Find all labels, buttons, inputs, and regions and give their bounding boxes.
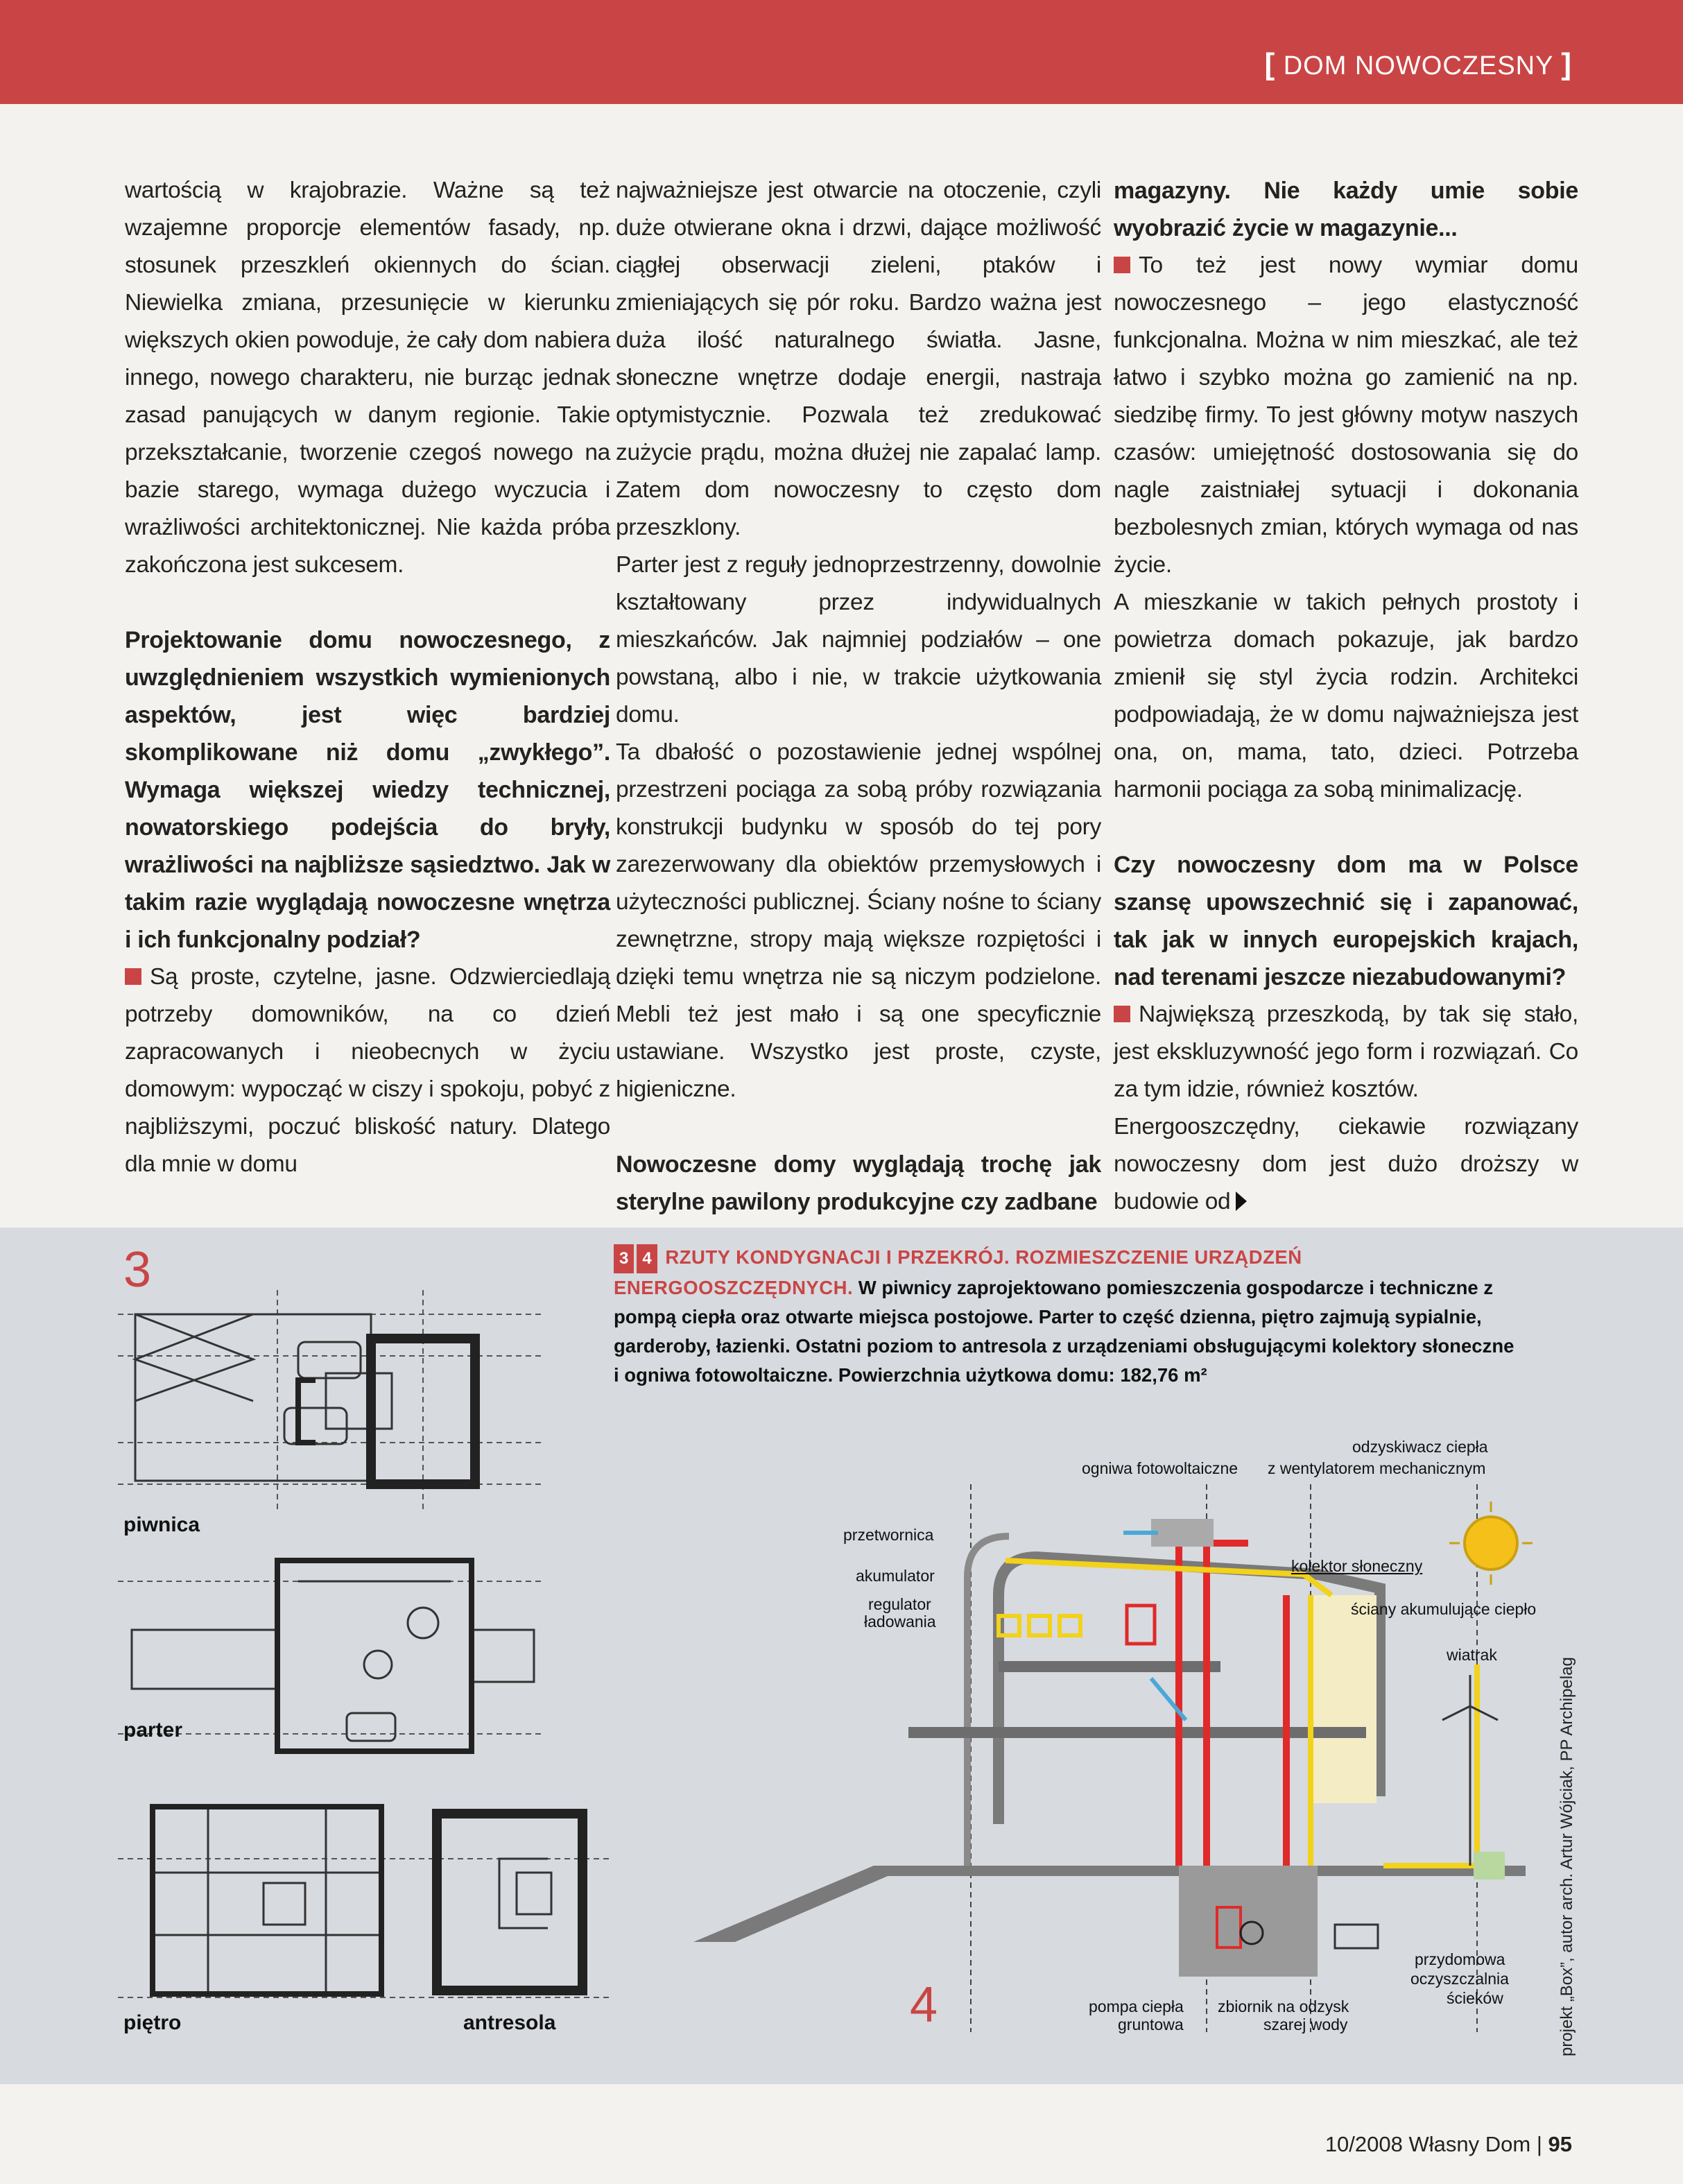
paragraph: Energooszczędny, ciekawie rozwiązany nowoczesny dom jest dużo droższy w budowie od xyxy=(1114,1114,1578,1214)
label-wiatrak: wiatrak xyxy=(1447,1646,1497,1664)
label-oczyszczalnia-1: przydomowa xyxy=(1415,1950,1505,1968)
figure-number-3: 3 xyxy=(123,1242,152,1298)
page-number: 95 xyxy=(1548,2132,1572,2156)
figure-number-4: 4 xyxy=(910,1977,938,2033)
label-regulator-1: regulator xyxy=(868,1595,931,1613)
interview-question: Projektowanie domu nowoczesnego, z uwzględnieniem wszystkich wymienionych aspektów, jest więc bardziej skomplikowane niż domu „zwykłego”. Wymaga większej wiedzy technicznej, nowatorskiego podejścia do bryły, wrażliwości na najbliższe sąsiedztwo. Jak w takim razie wyglądają nowoczesne wnętrza i ich funkcjonalny podział? xyxy=(125,627,610,953)
interview-answer: Są proste, czytelne, jasne. Odzwierciedlają potrzeby domowników, na co dzień zapracowanych i nieobecnych w życiu domowym: wypocząć w ciszy i spokoju, pobyć z najbliższymi, poczuć bliskość natury. Dlatego dla mnie w domu xyxy=(125,964,610,1177)
label-zbiornik-1: zbiornik na odzysk xyxy=(1218,1997,1349,2015)
label-pompa-1: pompa ciepła xyxy=(1089,1997,1184,2015)
caption-badge-3: 3 xyxy=(614,1244,634,1273)
label-zbiornik-2: szarej wody xyxy=(1263,2015,1348,2033)
paragraph: Parter jest z reguły jednoprzestrzenny, dowolnie kształtowany przez indywidualnych mieszkańców. Jak najmniej podziałów – one powstaną, albo i nie, w trakcie użytkowania domu. xyxy=(616,552,1101,728)
label-akumulator: akumulator xyxy=(856,1567,935,1585)
label-pompa-2: gruntowa xyxy=(1118,2015,1184,2033)
label-odzysk-2: z wentylatorem mechanicznym xyxy=(1268,1459,1486,1477)
label-odzysk-1: odzyskiwacz ciepła xyxy=(1352,1438,1488,1456)
interview-question: Nowoczesne domy wyglądają trochę jak sterylne pawilony produkcyjne czy zadbane xyxy=(616,1151,1101,1215)
paragraph: wartością w krajobrazie. Ważne są też wzajemne proporcje elementów fasady, np. stosunek przeszkleń okiennych do ścian. Niewielka zmiana, przesunięcie w kierunku większych okien powoduje, że cały dom nabiera innego, nowego charakteru, nie burząc jednak zasad panujących w danym regionie. Takie przekształcanie, tworzenie czegoś nowego na bazie starego, wymaga dużego wyczucia i wrażliwości architektonicznej. Nie każda próba zakończona jest sukcesem. xyxy=(125,178,610,578)
page-footer xyxy=(1325,2132,1572,2157)
interview-answer: Największą przeszkodą, by tak się stało, jest ekskluzywność jego form i rozwiązań. Co za tym idzie, również kosztów. xyxy=(1114,1001,1578,1102)
caption-heading: RZUTY KONDYGNACJI I PRZEKRÓJ. ROZMIESZCZENIE URZĄDZEŃ ENERGOOSZCZĘDNYCH. xyxy=(614,1246,1302,1298)
plan-label-antresola: antresola xyxy=(463,2011,556,2034)
label-przetwornica: przetwornica xyxy=(843,1526,934,1544)
paragraph: A mieszkanie w takich pełnych prostoty i powietrza domach pokazuje, jak bardzo zmienił się styl życia rodzin. Architekci podpowiadają, że w domu najważniejsza jest ona, on, mama, tato, dzieci. Potrzeba harmonii pociąga za sobą minimalizację. xyxy=(1114,590,1578,802)
plan-label-piwnica: piwnica xyxy=(123,1513,200,1536)
plan-label-pietro: piętro xyxy=(123,2011,182,2034)
label-oczyszczalnia-2: oczyszczalnia xyxy=(1410,1970,1509,1988)
label-sciany: ściany akumulujące ciepło xyxy=(1351,1600,1537,1618)
label-kolektor: kolektor słoneczny xyxy=(1291,1557,1423,1575)
caption-badge-4: 4 xyxy=(637,1244,657,1273)
interview-question: Czy nowoczesny dom ma w Polsce szansę upowszechnić się i zapanować, tak jak w innych europejskich krajach, nad terenami jeszcze niezabudowanymi? xyxy=(1114,852,1578,990)
caption-body: W piwnicy zaprojektowano pomieszczenia gospodarcze i techniczne z pompą ciepła oraz otwarte miejsca postojowe. Parter to część dzienna, piętro zajmują sypialnie, garderoby, łazienki. Ostatni poziom to antresola z urządzeniami obsługującymi kolektory słoneczne i ogniwa fotowoltaiczne. Powierzchnia użytkowa domu: 182,76 m² xyxy=(614,1277,1514,1386)
plan-label-parter: parter xyxy=(123,1719,183,1742)
issue-date: 10/2008 xyxy=(1324,2132,1403,2156)
label-regulator-2: ładowania xyxy=(864,1613,936,1631)
interview-answer: To też jest nowy wymiar domu nowoczesnego – jego elastyczność funkcjonalna. Można w nim mieszkać, ale też łatwo i szybko można go zamienić na np. siedzibę firmy. To jest główny motyw naszych czasów: umiejętność dostosowania się do nagle zaistniałej sytuacji i dokonania bezbolesnych zmian, których wymaga od nas życie. xyxy=(1114,252,1578,578)
magazine-name: Własny Dom xyxy=(1408,2132,1531,2156)
footer-separator: | xyxy=(1536,2132,1542,2156)
photo-credit: projekt „Box”, autor arch. Artur Wójciak, PP Archipelag xyxy=(1557,1657,1576,2056)
bracket-open: [ xyxy=(1264,47,1276,81)
bracket-close: ] xyxy=(1561,47,1572,81)
paragraph: Ta dbałość o pozostawienie jednej wspólnej przestrzeni pociąga za sobą próby rozwiązania konstrukcji budynku w sposób do tej pory zarezerwowany dla obiektów przemysłowych i użyteczności publicznej. Ściany nośne to ściany zewnętrzne, stropy mają większe rozpiętości i dzięki temu wnętrza nie są niczym podzielone. Mebli też jest mało i są one specyficznie ustawiane. Wszystko jest proste, czyste, higieniczne. xyxy=(616,739,1101,1102)
paragraph: najważniejsze jest otwarcie na otoczenie, czyli duże otwierane okna i drzwi, dające możliwość ciągłej obserwacji zieleni, ptaków i zmieniających się pór roku. Bardzo ważna jest duża ilość naturalnego światła. Jasne, słoneczne wnętrze dodaje energii, nastraja optymistycznie. Pozwala też zredukować zużycie prądu, można dłużej nie zapalać lamp. Zatem dom nowoczesny to często dom przeszklony. xyxy=(616,178,1101,540)
label-oczyszczalnia-3: ścieków xyxy=(1447,1989,1503,2007)
section-title: DOM NOWOCZESNY xyxy=(1283,51,1553,80)
label-ogniwa: ogniwa fotowoltaiczne xyxy=(1082,1459,1238,1477)
interview-question: magazyny. Nie każdy umie sobie wyobrazić życie w magazynie... xyxy=(1114,178,1578,241)
